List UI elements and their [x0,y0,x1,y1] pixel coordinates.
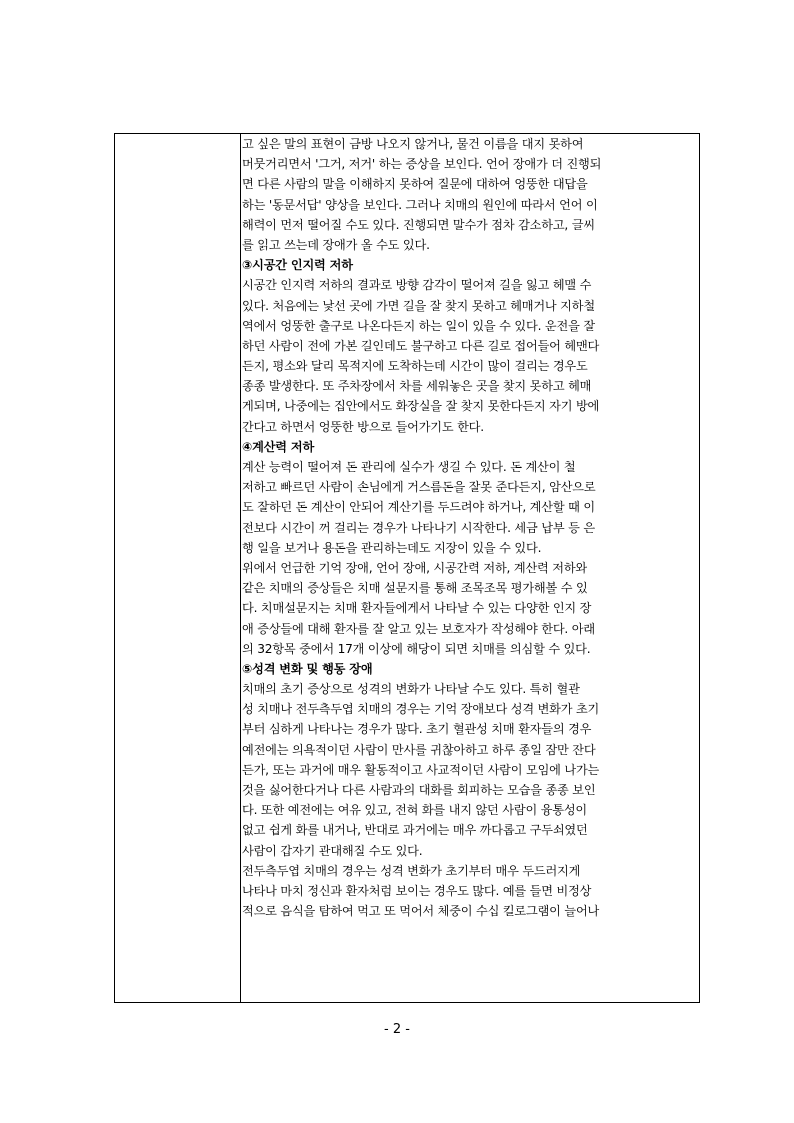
text-line: 부터 심하게 나타나는 경우가 많다. 초기 혈관성 치매 환자들의 경우 [242,722,592,737]
text-line: 치매의 초기 증상으로 성격의 변화가 나타날 수도 있다. 특히 혈관 [242,682,580,697]
text-line: 하던 사람이 전에 가본 길인데도 불구하고 다른 길로 접어들어 헤맨다 [242,338,600,353]
text-line: 고 싶은 말의 표현이 금방 나오지 않거나, 물건 이름을 대지 못하여 [242,137,584,151]
text-line: 전보다 시간이 꺼 걸리는 경우가 나타나기 시작한다. 세금 납부 등 은 [242,520,595,535]
section-heading: ⑤성격 변화 및 행동 장애 [242,661,373,676]
text-line: 행 일을 보거나 용돈을 관리하는데도 지장이 있을 수 있다. [242,540,542,555]
text-line: 하는 '동문서답' 양상을 보인다. 그러나 치매의 원인에 따라서 언어 이 [242,197,598,212]
text-line: 나타나 마치 정신과 환자처럼 보이는 경우도 많다. 예를 들면 비정상 [242,883,592,898]
text-line: 같은 치매의 증상들은 치매 설문지를 통해 조목조목 평가해볼 수 있 [242,581,588,596]
text-line: 계산 능력이 떨어져 돈 관리에 실수가 생길 수 있다. 돈 계산이 철 [242,460,576,474]
table-text-column [242,134,700,1002]
text-line: 것을 싫어한다거나 다른 사람과의 대화를 회피하는 모습을 종종 보인 [242,783,596,797]
page-number: - 2 - [384,1022,410,1037]
text-line: 다. 또한 예전에는 여유 있고, 전혀 화를 내지 않던 사람이 융통성이 [242,803,587,818]
text-line: 도 잘하던 돈 계산이 안되어 계산기를 두드려야 하거나, 계산할 때 이 [242,500,595,515]
text-line: 를 읽고 쓰는데 장애가 올 수도 있다. [242,237,430,252]
text-line: 전두측두엽 치매의 경우는 성격 변화가 초기부터 매우 두드러지게 [242,863,581,878]
text-line: 없고 쉽게 화를 내거나, 반대로 과거에는 매우 까다롭고 구두쇠였던 [242,823,588,838]
text-line: 머뭇거리면서 '그거, 저거' 하는 증상을 보인다. 언어 장애가 더 진행되 [242,157,602,172]
section-heading: ④계산력 저하 [242,439,315,454]
text-line: 예전에는 의욕적이던 사람이 만사를 귀찮아하고 하루 종일 잠만 잔다 [242,742,596,757]
text-line: 다. 치매설문지는 치매 환자들에게서 나타날 수 있는 다양한 인지 장 [242,601,592,616]
document-table [114,133,700,1003]
text-line: 면 다른 사람의 말을 이해하지 못하여 질문에 대하여 엉뚱한 대답을 [242,177,588,192]
text-line: 종종 발생한다. 또 주차장에서 차를 세워놓은 곳을 찾지 못하고 헤매 [242,379,592,394]
text-line: 게되며, 나중에는 집안에서도 화장실을 잘 찾지 못한다든지 자기 방에 [242,399,600,414]
text-line: 간다고 하면서 엉뚱한 방으로 들어가기도 한다. [242,419,484,434]
text-line: 적으로 음식을 탐하여 먹고 또 먹어서 체중이 수십 킬로그램이 늘어나 [242,904,600,919]
text-line: 저하고 빠르던 사람이 손님에게 거스름돈을 잘못 준다든지, 암산으로 [242,480,596,495]
text-line: 역에서 엉뚱한 출구로 나온다든지 하는 일이 있을 수 있다. 운전을 잘 [242,318,595,333]
text-line: 시공간 인지력 저하의 결과로 방향 감각이 떨어져 길을 잃고 헤맬 수 [242,278,592,293]
table-left-column [115,134,241,1002]
text-line: 사람이 갑자기 관대해질 수도 있다. [242,843,423,858]
text-line: 의 32항목 중에서 17개 이상에 해당이 되면 치매를 의심할 수 있다. [242,641,591,656]
text-line: 애 증상들에 대해 환자를 잘 알고 있는 보호자가 작성해야 한다. 아래 [242,621,595,636]
text-line: 든가, 또는 과거에 매우 활동적이고 사교적이던 사람이 모임에 나가는 [242,762,600,777]
text-line: 위에서 언급한 기억 장애, 언어 장애, 시공간력 저하, 계산력 저하와 [242,560,587,575]
text-line: 성 치매나 전두측두엽 치매의 경우는 기억 장애보다 성격 변화가 초기 [242,702,600,717]
text-line: 든지, 평소와 달리 목적지에 도착하는데 시간이 많이 걸리는 경우도 [242,359,588,374]
text-line: 해력이 먼저 떨어질 수도 있다. 진행되면 말수가 점차 감소하고, 글씨 [242,217,595,232]
text-line: 있다. 처음에는 낯선 곳에 가면 길을 잘 찾지 못하고 헤매거나 지하철 [242,298,595,313]
section-heading: ③시공간 인지력 저하 [242,258,353,273]
